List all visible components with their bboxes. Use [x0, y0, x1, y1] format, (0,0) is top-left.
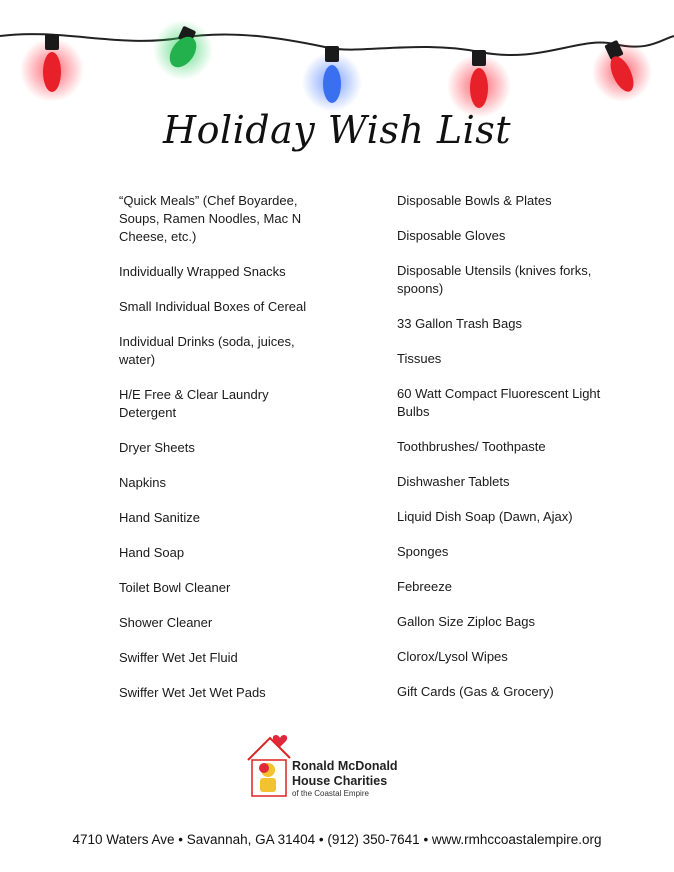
bulb-red-icon	[592, 40, 652, 102]
list-item: “Quick Meals” (Chef Boyardee, Soups, Ramen Noodles, Mac N Cheese, etc.)	[119, 193, 302, 244]
list-item: 60 Watt Compact Fluorescent Light Bulbs	[397, 386, 601, 419]
list-item: Hand Sanitize	[119, 510, 200, 525]
list-item: Tissues	[397, 351, 442, 366]
footer-contact: 4710 Waters Ave • Savannah, GA 31404 • (912) 350-7641 • www.rmhccoastalempire.org	[72, 832, 602, 847]
list-item: Swiffer Wet Jet Fluid	[119, 650, 238, 665]
list-item: Swiffer Wet Jet Wet Pads	[119, 685, 266, 700]
logo-line1: Ronald McDonald	[292, 759, 398, 773]
list-item: Disposable Bowls & Plates	[397, 193, 552, 208]
list-item: Clorox/Lysol Wipes	[397, 649, 508, 664]
list-item: Small Individual Boxes of Cereal	[119, 299, 307, 314]
bulb-red-icon	[20, 34, 84, 102]
list-item: Hand Soap	[119, 545, 185, 560]
list-item: 33 Gallon Trash Bags	[397, 316, 523, 331]
list-item: Sponges	[397, 544, 449, 559]
page-title: Holiday Wish List	[162, 108, 512, 152]
list-item: Individually Wrapped Snacks	[119, 264, 286, 279]
list-item: Disposable Utensils (knives forks, spoons)	[397, 263, 592, 296]
list-item: Dishwasher Tablets	[397, 474, 510, 489]
list-item: Shower Cleaner	[119, 615, 213, 630]
logo-line2: House Charities	[292, 774, 388, 788]
logo-subtitle: of the Coastal Empire	[292, 789, 369, 798]
holiday-lights-decoration	[0, 0, 674, 120]
wish-list-left-column	[119, 192, 319, 719]
list-item: Toothbrushes/ Toothpaste	[397, 439, 546, 454]
list-item: Individual Drinks (soda, juices, water)	[119, 334, 295, 367]
list-item: Liquid Dish Soap (Dawn, Ajax)	[397, 509, 573, 524]
list-item: Febreeze	[397, 579, 452, 594]
list-item: Dryer Sheets	[119, 440, 195, 455]
bulb-blue-icon	[302, 46, 362, 112]
list-item: Gallon Size Ziploc Bags	[397, 614, 536, 629]
list-item: Toilet Bowl Cleaner	[119, 580, 231, 595]
bulb-green-icon	[153, 20, 213, 80]
wish-list-right-column	[397, 192, 607, 718]
list-item: Napkins	[119, 475, 166, 490]
logo-name	[292, 759, 398, 789]
list-item: H/E Free & Clear Laundry Detergent	[119, 387, 269, 420]
list-item: Gift Cards (Gas & Grocery)	[397, 684, 554, 699]
list-item: Disposable Gloves	[397, 228, 506, 243]
